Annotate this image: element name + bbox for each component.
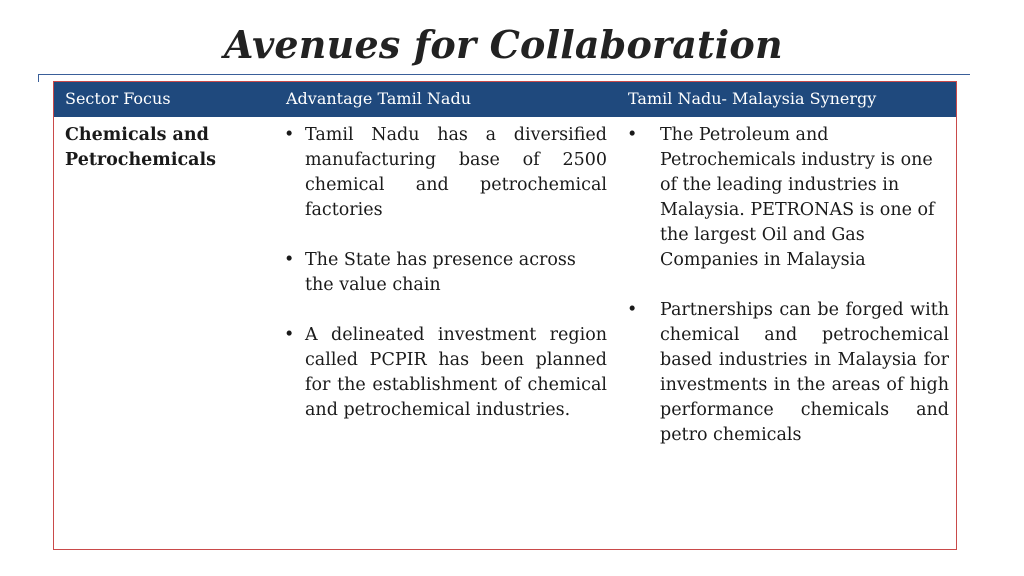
bullet-icon: • [627, 300, 638, 320]
sector-name-line1: Chemicals and [65, 125, 209, 145]
list-item [284, 323, 607, 423]
synergy-text: The Petroleum and Petrochemicals industry is one of the leading industries in Malaysia. PETRONAS is one of the largest Oil and Gas Companies in Malaysia [660, 125, 935, 270]
table-header-row [54, 82, 956, 117]
advantage-text: Tamil Nadu has a diversified manufacturing base of 2500 chemical and petrochemical factories [305, 125, 607, 220]
synergy-list [627, 123, 949, 448]
advantage-text: A delineated investment region called PCPIR has been planned for the establishment of chemical and petrochemical industries. [305, 325, 607, 420]
list-item [284, 123, 607, 223]
list-item [627, 298, 949, 448]
list-item [284, 248, 607, 298]
bullet-icon: • [284, 125, 295, 145]
bullet-icon: • [284, 325, 295, 345]
header-synergy: Tamil Nadu- Malaysia Synergy [628, 89, 877, 108]
header-sector-focus: Sector Focus [65, 89, 171, 108]
sector-cell [65, 123, 216, 173]
title-divider-tick [38, 74, 39, 82]
bullet-icon: • [627, 125, 638, 145]
page-title: Avenues for Collaboration [224, 22, 783, 67]
header-advantage-tamil-nadu: Advantage Tamil Nadu [286, 89, 471, 108]
collaboration-table [53, 81, 957, 550]
list-item [627, 123, 949, 273]
bullet-icon: • [284, 250, 295, 270]
advantage-list [284, 123, 607, 423]
sector-name-line2: Petrochemicals [65, 150, 216, 170]
synergy-text: Partnerships can be forged with chemical and petrochemical based industries in Malaysia for investments in the areas of high performance chemicals and petro chemicals [660, 300, 949, 445]
title-divider [38, 74, 970, 75]
advantage-text: The State has presence across the value chain [305, 250, 576, 295]
